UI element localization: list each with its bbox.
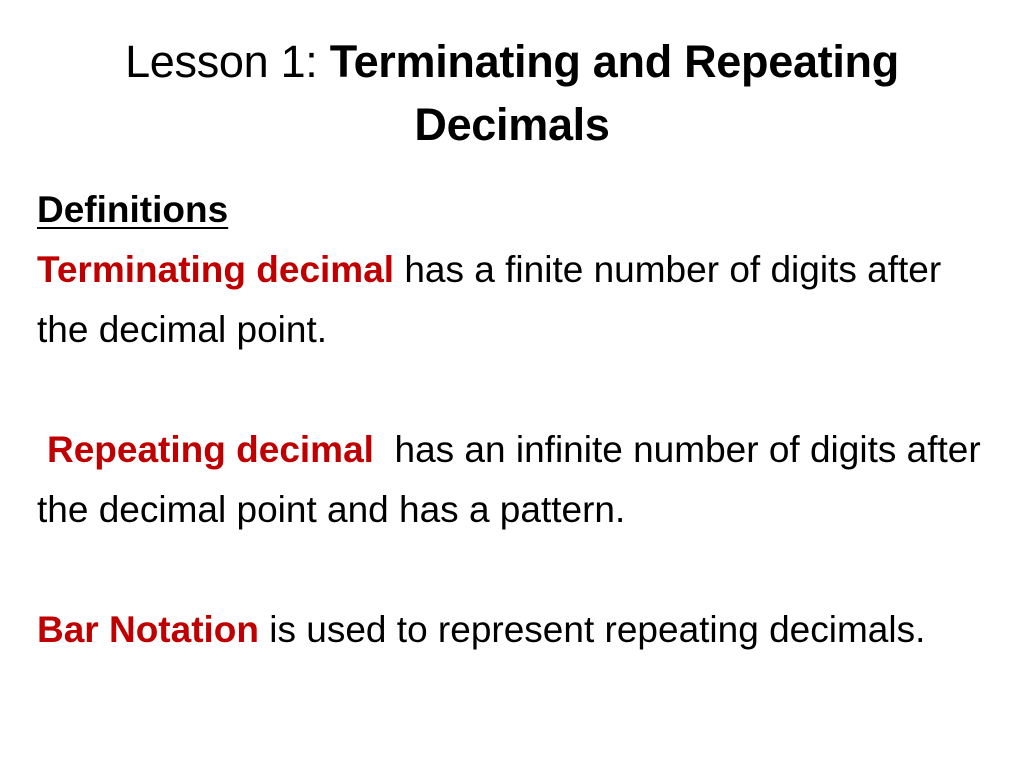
term-bar-notation: Bar Notation [37, 609, 259, 650]
definition-repeating-text: has an infinite number of digits after the decimal point and has a pattern. [37, 429, 991, 530]
definition-bar-notation-text: is used to represent repeating decimals. [259, 609, 926, 650]
title-prefix: Lesson 1: [125, 36, 330, 87]
term-terminating-decimal: Terminating decimal [37, 249, 395, 290]
definitions-heading: Definitions [37, 189, 229, 230]
slide-title [40, 30, 984, 156]
definitions-heading-line [37, 180, 987, 240]
definition-bar-notation [37, 600, 987, 660]
definition-terminating [37, 240, 987, 360]
paragraph-spacer [37, 360, 987, 420]
paragraph-spacer [37, 540, 987, 600]
definition-terminating-text: has a finite number of digits after the decimal point. [37, 249, 942, 350]
slide-body [37, 180, 991, 660]
definition-repeating [37, 420, 991, 540]
title-main: Terminating and Repeating Decimals [329, 36, 899, 150]
term-repeating-decimal: Repeating decimal [47, 429, 374, 470]
